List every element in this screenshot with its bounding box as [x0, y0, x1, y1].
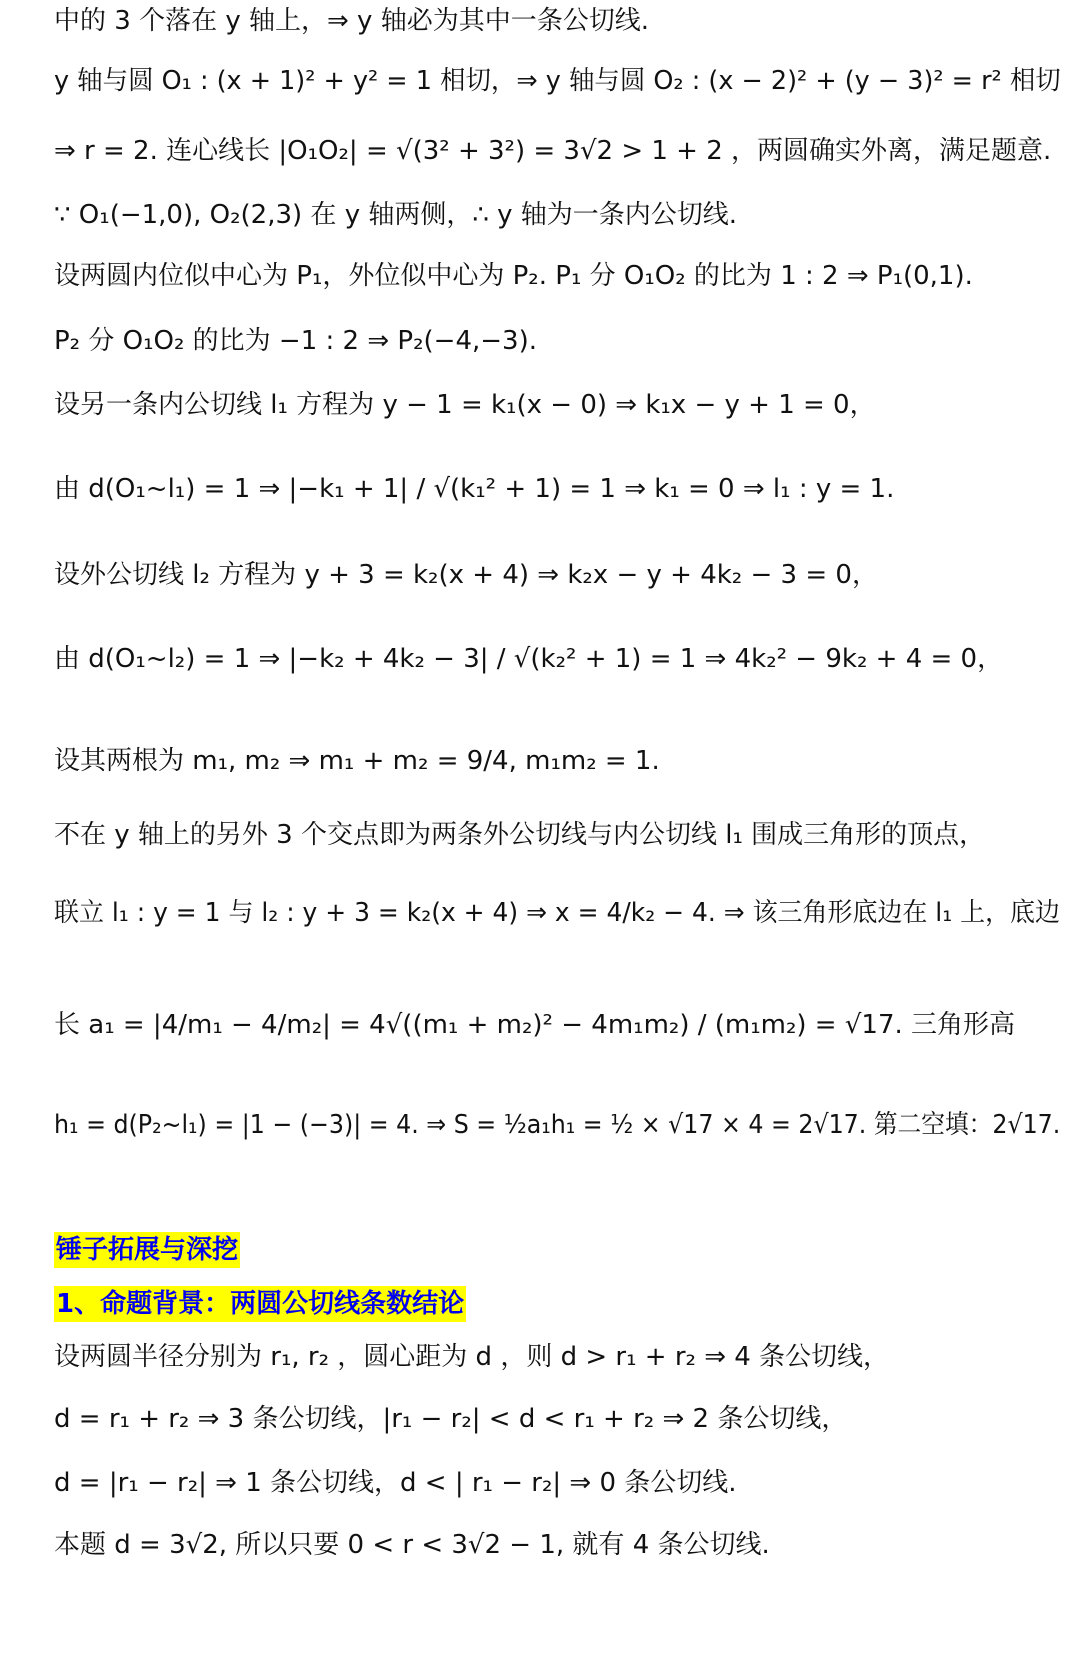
line-10-text: 由 d(O₁~l₂) = 1 ⇒ |−k₂ + 4k₂ − 3| / √(k₂² + 1) = 1 ⇒ 4k₂² − 9k₂ + 4 = 0， [54, 644, 1004, 674]
line-11-text: 设其两根为 m₁, m₂ ⇒ m₁ + m₂ = 9/4, m₁m₂ = 1. [54, 746, 660, 776]
line-13-text: 联立 l₁ : y = 1 与 l₂ : y + 3 = k₂(x + 4) ⇒ x = 4/k₂ − 4. ⇒ 该三角形底边在 l₁ 上，底边 [54, 898, 1060, 928]
section-heading: 锤子拓展与深挖 [54, 1232, 240, 1268]
line-18-text: d = |r₁ − r₂| ⇒ 1 条公切线，d < | r₁ − r₂| ⇒ 0 条公切线. [54, 1468, 737, 1498]
line-8-text: 由 d(O₁~l₁) = 1 ⇒ |−k₁ + 1| / √(k₁² + 1) = 1 ⇒ k₁ = 0 ⇒ l₁ : y = 1. [54, 474, 895, 504]
line-19-text: 本题 d = 3√2, 所以只要 0 < r < 3√2 − 1, 就有 4 条公切线. [54, 1530, 770, 1560]
line-4-text: ∵ O₁(−1,0), O₂(2,3) 在 y 轴两侧，∴ y 轴为一条内公切线. [54, 200, 738, 230]
line-7-text: 设另一条内公切线 l₁ 方程为 y − 1 = k₁(x − 0) ⇒ k₁x − y + 1 = 0， [54, 390, 876, 420]
line-5-text: 设两圆内位似中心为 P₁，外位似中心为 P₂. P₁ 分 O₁O₂ 的比为 1 : 2 ⇒ P₁(0,1). [54, 261, 973, 291]
line-3-text: ⇒ r = 2. 连心线长 |O₁O₂| = √(3² + 3²) = 3√2 > 1 + 2 ，两圆确实外离，满足题意. [54, 136, 1052, 166]
line-14-text: 长 a₁ = |4/m₁ − 4/m₂| = 4√((m₁ + m₂)² − 4m₁m₂) / (m₁m₂) = √17. 三角形高 [54, 1010, 1016, 1040]
line-9-text: 设外公切线 l₂ 方程为 y + 3 = k₂(x + 4) ⇒ k₂x − y + 4k₂ − 3 = 0， [54, 560, 878, 590]
line-1-text: 中的 3 个落在 y 轴上，⇒ y 轴必为其中一条公切线. [54, 6, 649, 36]
line-17-text: d = r₁ + r₂ ⇒ 3 条公切线，|r₁ − r₂| < d < r₁ + r₂ ⇒ 2 条公切线， [54, 1404, 848, 1434]
line-15-text: h₁ = d(P₂~l₁) = |1 − (−3)| = 4. ⇒ S = ½a₁h₁ = ½ × √17 × 4 = 2√17. 第二空填：2√17. [54, 1110, 1061, 1140]
line-12-text: 不在 y 轴上的另外 3 个交点即为两条外公切线与内公切线 l₁ 围成三角形的顶点， [54, 820, 986, 850]
sub-heading: 1、命题背景：两圆公切线条数结论 [54, 1286, 466, 1322]
line-6-text: P₂ 分 O₁O₂ 的比为 −1 : 2 ⇒ P₂(−4,−3). [54, 326, 537, 356]
line-2-text: y 轴与圆 O₁ : (x + 1)² + y² = 1 相切，⇒ y 轴与圆 O₂ : (x − 2)² + (y − 3)² = r² 相切 [54, 66, 1061, 96]
line-16-text: 设两圆半径分别为 r₁, r₂ ，圆心距为 d ，则 d > r₁ + r₂ ⇒ 4 条公切线， [54, 1342, 890, 1372]
